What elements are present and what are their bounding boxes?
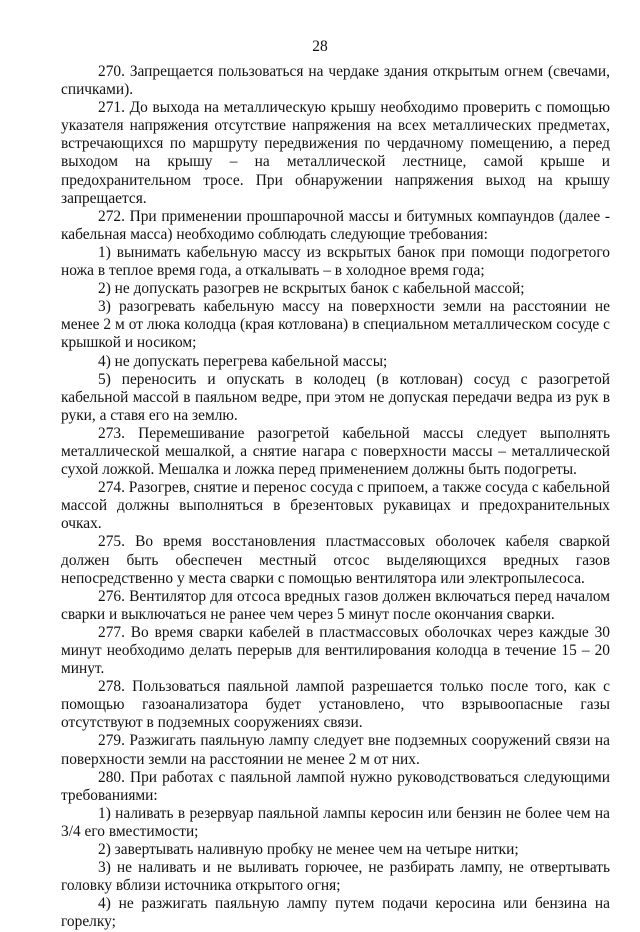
- list-item-272-3: 3) разогревать кабельную массу на поверхности земли на расстоянии не менее 2 м от люка колодца (края котлована) в специальном металлическом сосуде с крышкой и носиком;: [61, 298, 610, 352]
- paragraph-277: 277. Во время сварки кабелей в пластмассовых оболочках через каждые 30 минут необходимо делать перерыв для вентилирования колодца в течение 15 – 20 минут.: [61, 623, 610, 678]
- list-item-280-1: 1) наливать в резервуар паяльной лампы керосин или бензин не более чем на 3/4 его вместимости;: [61, 804, 610, 840]
- list-item-280-3: 3) не наливать и не выливать горючее, не разбирать лампу, не отвертывать головку вблизи источника открытого огня;: [61, 859, 610, 895]
- document-body: [61, 63, 610, 932]
- list-item-272-1: 1) вынимать кабельную массу из вскрытых банок при помощи подогретого ножа в теплое время года, а откалывать – в холодное время года;: [61, 243, 610, 280]
- paragraph-271: 271. До выхода на металлическую крышу необходимо проверить с помощью указателя напряжения отсутствие напряжения на всех металлических предметах, встречающихся по маршруту передвижения по чердачному помещению, а перед выходом на крышу – на металлической лестнице, самой крыше и предохранительном тросе. При обнаружении напряжения выход на крышу запрещается.: [61, 99, 610, 207]
- list-item-272-4: 4) не допускать перегрева кабельной массы;: [98, 352, 388, 370]
- paragraph-278: 278. Пользоваться паяльной лампой разрешается только после того, как с помощью газоанализатора будет установлено, что взрывоопасные газы отсутствуют в подземных сооружениях связи.: [61, 678, 610, 732]
- paragraph-270: 270. Запрещается пользоваться на чердаке здания открытым огнем (свечами, спичками).: [61, 63, 610, 99]
- list-item-280-2: 2) завертывать наливную пробку не менее чем на четыре нитки;: [98, 841, 519, 859]
- list-item-272-2: 2) не допускать разогрев не вскрытых банок с кабельной массой;: [98, 280, 525, 298]
- paragraph-275: 275. Во время восстановления пластмассовых оболочек кабеля сваркой должен быть обеспечен местный отсос выделяющихся вредных газов непосредственно у места сварки с помощью вентилятора или электропылесоса.: [61, 533, 610, 587]
- page-number: 28: [312, 38, 328, 55]
- paragraph-273: 273. Перемешивание разогретой кабельной массы следует выполнять металлической мешалкой, а снятие нагара с поверхности массы – металлической сухой ложкой. Мешалка и ложка перед применением должны быть подогреты.: [61, 424, 610, 479]
- paragraph-279: 279. Разжигать паяльную лампу следует вне подземных сооружений связи на поверхности земли на расстоянии не менее 2 м от них.: [61, 732, 610, 768]
- list-item-280-4: 4) не разжигать паяльную лампу путем подачи керосина или бензина на горелку;: [61, 895, 610, 931]
- paragraph-276: 276. Вентилятор для отсоса вредных газов должен включаться перед началом сварки и выключаться не ранее чем через 5 минут после окончания сварки.: [61, 587, 610, 623]
- paragraph-272: 272. При применении прошпарочной массы и битумных компаундов (далее - кабельная масса) необходимо соблюдать следующие требования:: [61, 207, 610, 243]
- paragraph-274: 274. Разогрев, снятие и перенос сосуда с припоем, а также сосуда с кабельной массой должны выполняться в брезентовых рукавицах и предохранительных очках.: [61, 479, 610, 533]
- list-item-272-5: 5) переносить и опускать в колодец (в котлован) сосуд с разогретой кабельной массой в паяльном ведре, при этом не допуская передачи ведра из рук в руки, а ставя его на землю.: [61, 370, 610, 424]
- paragraph-280: 280. При работах с паяльной лампой нужно руководствоваться следующими требованиями:: [61, 768, 610, 804]
